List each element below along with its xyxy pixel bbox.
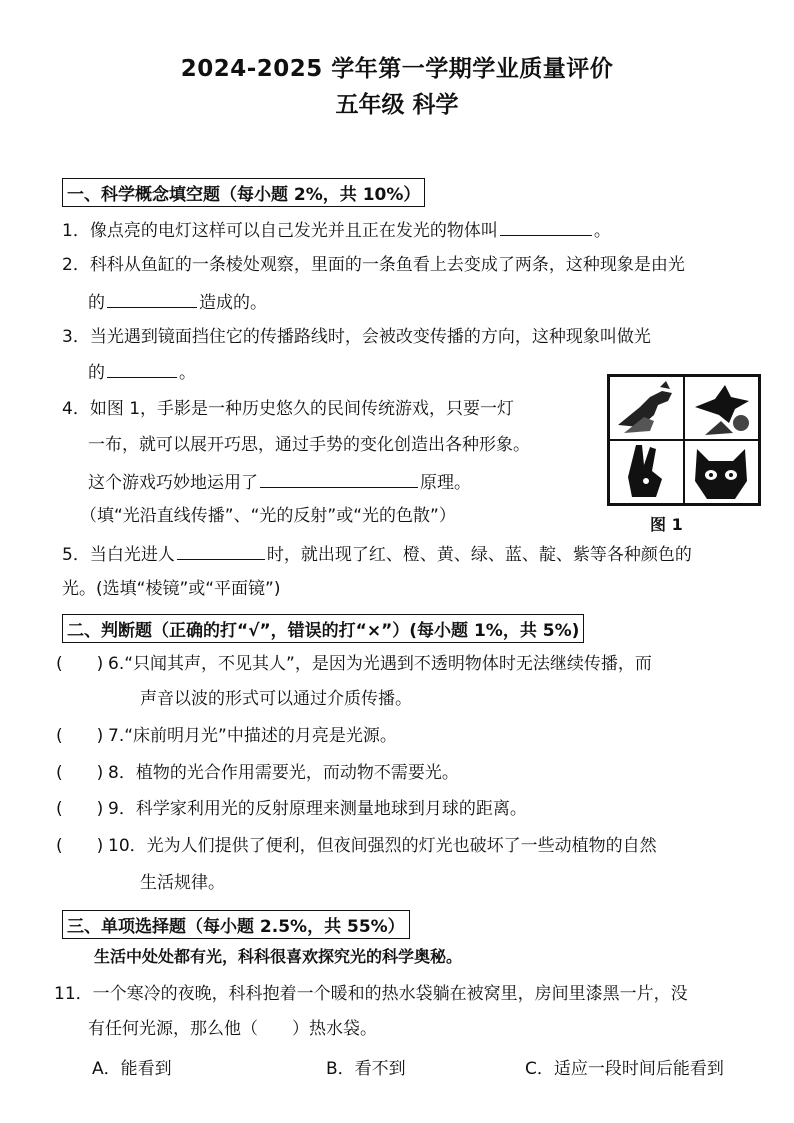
q8-answer-paren[interactable]: ( ) — [56, 763, 104, 783]
hand-shadow-cat-image — [684, 440, 759, 504]
hand-shadow-dog-image — [609, 376, 684, 440]
hand-shadow-bird-image — [684, 376, 759, 440]
q5-blank[interactable] — [177, 542, 265, 560]
q4-text-a: 这个游戏巧妙地运用了 — [88, 473, 258, 493]
q3-text-b: 。 — [179, 363, 196, 383]
question-7 — [56, 725, 397, 747]
q4-text-b: 原理。 — [420, 473, 471, 493]
q7-text: 7.“床前明月光”中描述的月亮是光源。 — [108, 726, 397, 746]
section3-intro: 生活中处处都有光，科科很喜欢探究光的科学奥秘。 — [94, 947, 463, 966]
q2-text-a: 的 — [88, 293, 105, 313]
q10-answer-paren[interactable]: ( ) — [56, 836, 104, 856]
figure-caption: 图 1 — [650, 515, 683, 534]
q10-text: 10．光为人们提供了便利，但夜间强烈的灯光也破坏了一些动植物的自然 — [108, 836, 657, 856]
question-11-line1: 11．一个寒冷的夜晚，科科抱着一个暖和的热水袋躺在被窝里，房间里漆黑一片，没 — [54, 984, 688, 1004]
q9-answer-paren[interactable]: ( ) — [56, 799, 104, 819]
question-4-hint: （填“光沿直线传播”、“光的反射”或“光的色散”） — [80, 506, 456, 526]
q5-text-a: 5．当白光进人 — [62, 545, 175, 565]
q11-option-b[interactable]: B．看不到 — [326, 1059, 406, 1079]
question-11-line2: 有任何光源，那么他（ ）热水袋。 — [88, 1019, 377, 1039]
section3-heading: 三、单项选择题（每小题 2.5%，共 55%） — [62, 910, 410, 939]
q5-text-b: 时，就出现了红、橙、黄、绿、蓝、靛、紫等各种颜色的 — [266, 545, 692, 565]
hand-shadow-rabbit-image — [609, 440, 684, 504]
q1-blank[interactable] — [500, 218, 592, 236]
q11-option-c[interactable]: C．适应一段时间后能看到 — [525, 1059, 724, 1079]
question-5-line2: 光。(选填“棱镜”或“平面镜”) — [62, 579, 281, 599]
q8-text: 8．植物的光合作用需要光，而动物不需要光。 — [108, 763, 459, 783]
question-3-line1: 3．当光遇到镜面挡住它的传播路线时，会被改变传播的方向，这种现象叫做光 — [62, 327, 651, 347]
question-4-line3 — [88, 470, 471, 494]
exam-title: 2024-2025 学年第一学期学业质量评价 — [180, 56, 614, 82]
q3-blank[interactable] — [107, 360, 177, 378]
question-10-line2: 生活规律。 — [140, 873, 225, 893]
section1-heading: 一、科学概念填空题（每小题 2%，共 10%） — [62, 178, 425, 207]
q4-blank[interactable] — [260, 470, 418, 488]
hand-shadow-figure — [607, 374, 761, 506]
q1-end: 。 — [593, 221, 611, 241]
q6-answer-paren[interactable]: ( ) — [56, 654, 104, 674]
question-5-line1 — [62, 542, 692, 566]
question-9 — [56, 798, 527, 820]
question-3-line2 — [88, 360, 196, 384]
question-2-line1: 2．科科从鱼缸的一条棱处观察，里面的一条鱼看上去变成了两条，这种现象是由光 — [62, 255, 685, 275]
question-4-line2: 一布，就可以展开巧思，通过手势的变化创造出各种形象。 — [88, 435, 530, 455]
question-8 — [56, 762, 459, 784]
q9-text: 9．科学家利用光的反射原理来测量地球到月球的距离。 — [108, 799, 527, 819]
q7-answer-paren[interactable]: ( ) — [56, 726, 104, 746]
question-10-line1 — [56, 835, 657, 857]
exam-subtitle: 五年级 科学 — [335, 92, 459, 118]
question-4-line1: 4．如图 1，手影是一种历史悠久的民间传统游戏，只要一灯 — [62, 399, 515, 419]
question-6-line2: 声音以波的形式可以通过介质传播。 — [140, 689, 412, 709]
question-6-line1 — [56, 653, 652, 675]
q3-text-a: 的 — [88, 363, 105, 383]
q11-option-a[interactable]: A．能看到 — [92, 1059, 172, 1079]
q2-text-b: 造成的。 — [199, 293, 267, 313]
q1-text: 1．像点亮的电灯这样可以自己发光并且正在发光的物体叫 — [62, 221, 498, 241]
q6-text: 6.“只闻其声，不见其人”，是因为光遇到不透明物体时无法继续传播，而 — [108, 654, 652, 674]
question-1 — [62, 218, 611, 242]
question-2-line2 — [88, 290, 267, 314]
section2-heading: 二、判断题（正确的打“√”，错误的打“×”）(每小题 1%，共 5%) — [62, 614, 584, 643]
q2-blank[interactable] — [107, 290, 197, 308]
